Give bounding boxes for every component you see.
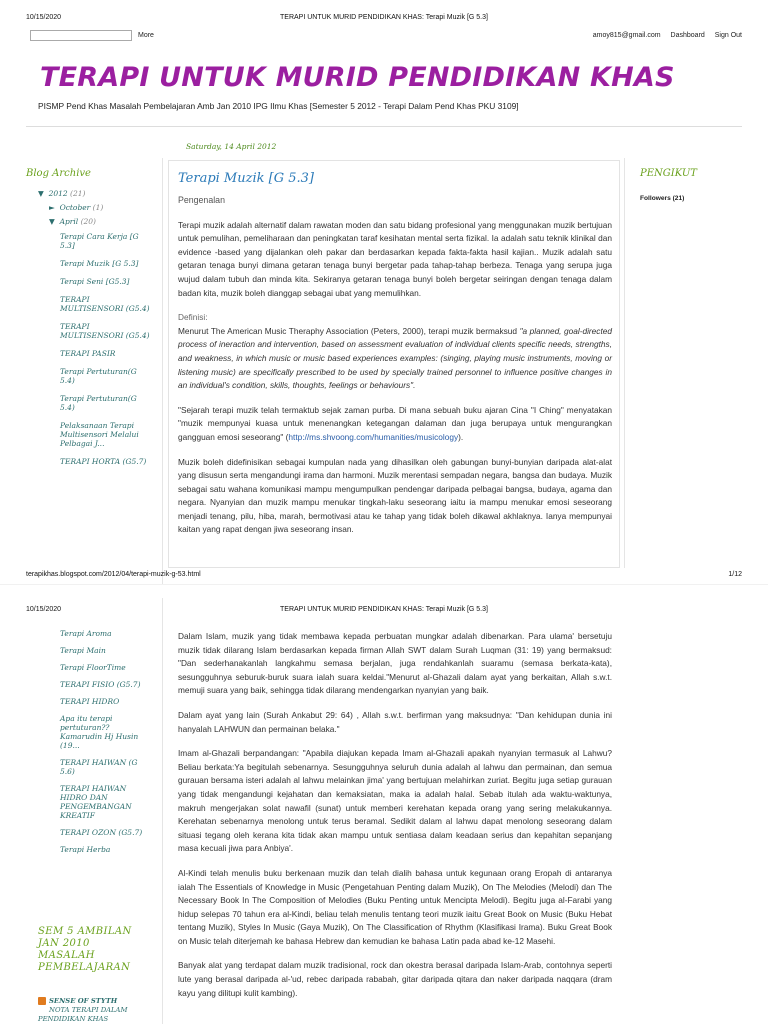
print-url: terapikhas.blogspot.com/2012/04/terapi-muzik-g-53.html xyxy=(26,571,201,578)
blog-archive-widget-continued xyxy=(26,629,150,862)
page-break xyxy=(0,584,768,598)
print-footer xyxy=(0,569,768,581)
archive-year-2012[interactable]: ▼ 2012 (21) xyxy=(38,189,86,198)
print-date: 10/15/2020 xyxy=(26,14,62,21)
right-sidebar-divider xyxy=(624,158,625,568)
blog-description: PISMP Pend Khas Masalah Pembelajaran Amb Jan 2010 IPG Ilmu Khas [Semester 5 2012 - Terapi Dalam Pend Khas PKU 3109] xyxy=(38,101,519,111)
navbar-email[interactable]: amoy815@gmail.com xyxy=(592,32,661,39)
archive-post-link[interactable]: Terapi Pertuturan(G 5.4) xyxy=(60,394,137,412)
archive-post-link[interactable]: Terapi FloorTime xyxy=(60,663,126,672)
post-paragraph: Terapi muzik adalah alternatif dalam rawatan moden dan satu bidang profesional yang menggunakan muzik bertujuan untuk pemulihan, pemeliharaan dan peningkatan taraf kesihatan mental serta fizikal. Ia adalah satu teknik klinikal dan evidence -based yang dijalankan oleh pakar dan berdasarkan kepada fakta-fakta hasil kajian.. Muzik adalah satu getaran tenaga bunyi dimana getaran tenaga bunyi bergetar pada tahap-tahap berbeza. Tenaga yang serupa juga wujud dalam tubuh dan minda kita. Sekiranya getaran tenaga bunyi boleh bergetar seiringan dengan tenaga dalam badan kita, muzik boleh dianggap sebagai ubat yang memulihkan. xyxy=(178,219,612,298)
definition-label: Definisi: xyxy=(178,312,208,323)
post-date: Saturday, 14 April 2012 xyxy=(186,142,277,151)
post-paragraph: Banyak alat yang terdapat dalam muzik tradisional, rock dan okestra berasal daripada Islam-Arab, contohnya seperti lute yang berasal daripada al-'ud, rebec daripada rababah, gitar daripada qitara dan naker daripada naqqara (dram kayu yang dilitupi kulit kambing). xyxy=(178,960,612,998)
archive-post-link[interactable]: TERAPI HIDRO xyxy=(60,697,120,706)
archive-post-link[interactable]: Pelaksanaan Terapi Multisensori Melalui Pelbagai J... xyxy=(60,421,139,448)
navbar-dashboard-link[interactable]: Dashboard xyxy=(670,32,705,39)
archive-post-link[interactable]: TERAPI FISIO (G5.7) xyxy=(60,680,141,689)
sem5-widget-title: SEM 5 AMBILAN JAN 2010 MASALAH PEMBELAJARAN xyxy=(38,926,132,973)
print-header xyxy=(0,602,768,618)
post-paragraph: Al-Kindi telah menulis buku berkenaan muzik dan telah dialih bahasa untuk kegunaan orang Eropah di antaranya ialah The Essentials of Knowledge in Music (Pengetahuan Penting dalam Muzik), On The Melodies (Melodi) dan The Necessary Book In The Composition of Melodies (Buku Penting untuk Mencipta Melodi). Begitu juga al-Farabi yang hidup selepas 70 tahun era al-Kindi, beliau telah menulis tentang teori muzik iaitu Great Book on Music (Buku Hebat tentang Muzik), Styles In Music (Gaya Muzik), On The Classification of Rhythm (Klasifikasi Irama). Buku Great Book on Music telah diterjemah ke bahasa Hebrew dan kemudian ke bahasa Latin pada abad ke-12 Masehi. xyxy=(178,867,612,946)
archive-post-link[interactable]: TERAPI HAIWAN (G 5.6) xyxy=(60,758,138,776)
header-divider xyxy=(26,126,742,127)
definition-paragraph: Menurut The American Music Theraphy Association (Peters, 2000), terapi muzik bermaksud "a planned, goal-directed process of ineraction and intervention, based on assessment evaluation of individual clients specific needs, strengths, and weakness, in which music or music based experiences examples: (singing, playing music instruments, moving or listening music) are specifically prescribed to be used by specially trained personnel to influence positive changes in an individual's condition, skills, thoughts, feelings or behaviours". xyxy=(178,325,612,391)
navbar-user-links xyxy=(585,32,742,39)
print-title: TERAPI UNTUK MURID PENDIDIKAN KHAS: Terapi Muzik [G 5.3] xyxy=(280,14,488,21)
navbar-search-input[interactable] xyxy=(30,30,132,41)
print-title: TERAPI UNTUK MURID PENDIDIKAN KHAS: Terapi Muzik [G 5.3] xyxy=(280,606,488,613)
blog-list-item[interactable]: SENSE OF STYTH NOTA TERAPI DALAM PENDIDIKAN KHAS xyxy=(38,997,128,1023)
blog-archive-title: Blog Archive xyxy=(26,168,91,179)
archive-post-link[interactable]: TERAPI PASIR xyxy=(60,349,116,358)
archive-post-link[interactable]: Terapi Herba xyxy=(60,845,111,854)
expand-down-icon[interactable]: ▼ xyxy=(38,189,44,198)
followers-count[interactable]: Followers (21) xyxy=(640,195,685,202)
post-title[interactable]: Terapi Muzik [G 5.3] xyxy=(178,171,314,186)
blogger-navbar xyxy=(28,30,742,44)
archive-post-link[interactable]: Terapi Main xyxy=(60,646,106,655)
blogger-icon xyxy=(38,997,46,1005)
archive-month-april[interactable]: ▼ April (20) xyxy=(49,217,96,226)
post-paragraph: Imam al-Ghazali berpandangan: "Apabila diajukan kepada Imam al-Ghazali apakah nyanyian termasuk al Lahwu? Beliau berkata:Ya begitulah sebenarnya. Sesungguhnya seluruh dunia adalah al lahwu dan permainan, dan semua gurauan bersama isteri adalah al lahwu melainkan jima' yang bertujuan melahirkan zuriat. Begitu juga setiap gurauan yang tidak mengandungi kejahatan dan kemaksiatan, maka ia adalah halal. Sebab itulah ada waktu-waktunya, makruh mengerjakan solat nawafil (sunat) untuk memberi kerehatan kepada orang yang sering melakukannya. Kerehatan sebenarnya menolong untuk terus beramal. Sedikit dalam al lahwu dapat menolong seseorang dalam situasi tegang oleh kerana kita tidak akan mampu untuk sentiasa dalam keadaan serius dan kepahitan sepanjang masa kecuali jiwa para Anbiya'. xyxy=(178,748,612,854)
blog-archive-widget xyxy=(26,168,150,475)
expand-right-icon[interactable]: ► xyxy=(49,203,55,212)
followers-title: PENGIKUT xyxy=(640,168,697,179)
archive-post-link[interactable]: Terapi Aroma xyxy=(60,629,112,638)
history-paragraph: "Sejarah terapi muzik telah termaktub sejak zaman purba. Di mana sebuah buku ajaran Cina "I Ching" menyatakan "muzik mempunyai kuasa untuk menenangkan ketegangan dalaman dan juga berupaya untuk mengurangkan gangguan emosi seseorang" (http://ms.shvoong.com/humanities/musicology). xyxy=(178,404,612,442)
archive-post-link[interactable]: TERAPI MULTISENSORI (G5.4) xyxy=(60,295,150,313)
archive-post-link[interactable]: Terapi Cara Kerja [G 5.3] xyxy=(60,232,139,250)
archive-post-link[interactable]: Terapi Muzik [G 5.3] xyxy=(60,259,139,268)
navbar-more-link[interactable]: More xyxy=(138,32,154,39)
print-page-number: 1/12 xyxy=(728,571,742,578)
archive-post-link[interactable]: Apa itu terapi pertuturan?? Kamarudin Hj Husin (19... xyxy=(60,714,139,750)
archive-post-link[interactable]: TERAPI HORTA (G5.7) xyxy=(60,457,147,466)
post-intro-heading: Pengenalan xyxy=(178,195,225,205)
post-paragraph: Dalam ayat yang lain (Surah Ankabut 29: 64) , Allah s.w.t. berfirman yang maksudnya: "Dan kehidupan dunia ini hanyalah LAHWUN dan permainan belaka." xyxy=(178,709,612,734)
archive-post-link[interactable]: TERAPI HAIWAN HIDRO DAN PENGEMBANGAN KREATIF xyxy=(60,784,132,820)
expand-down-icon[interactable]: ▼ xyxy=(49,217,55,226)
post-body-page2 xyxy=(178,630,612,1011)
archive-post-link[interactable]: TERAPI MULTISENSORI (G5.4) xyxy=(60,322,150,340)
navbar-signout-link[interactable]: Sign Out xyxy=(714,32,742,39)
archive-month-october[interactable]: ► October (1) xyxy=(49,203,104,212)
archive-post-link[interactable]: TERAPI OZON (G5.7) xyxy=(60,828,143,837)
post-paragraph: Muzik boleh didefinisikan sebagai kumpulan nada yang dihasilkan oleh gabungan bunyi-bunyian daripada alat-alat yang disusun serta mengandungi irama dan harmoni. Muzik merentasi sempadan negara, bangsa dan budaya. Muzik sebagai satu wahana komunikasi mampu mengumpulkan pendengar daripada pelbagai bangsa, budaya, agama dan negara. Nyanyian dan muzik mampu menukar tingkah-laku seseorang iaitu ia mampu menukar emosi seseorang menjadi tenang, pilu, hiba, marah, bermotivasi atau ke tahap yang tidak boleh dikawal akhlaknya. Ianya mempunyai kaitan yang rapat dengan jiwa seseorang insan. xyxy=(178,456,612,535)
blog-title[interactable]: TERAPI UNTUK MURID PENDIDIKAN KHAS xyxy=(40,62,675,93)
archive-post-link[interactable]: Terapi Seni [G5.3] xyxy=(60,277,130,286)
post-body-page1 xyxy=(178,194,612,548)
post-paragraph: Dalam Islam, muzik yang tidak membawa kepada perbuatan mungkar adalah dibenarkan. Para ulama' bersetuju muzik tidak dilarang Islam berdasarkan kepada firman Allah SWT dalam Surah Luqman (31: 19) yang bermaksud: "Dan sederhanakanlah langkahmu semasa berjalan, juga rendahkanlah suaramu (semasa berkata-kata), sesungguhnya seburuk-buruk suara ialah suara keldai."Menurut al-Ghazali dalam ayat yang berkaitan, Allah s.w.t. memuji suara yang baik, sehingga tidak dilarang mendengarkan nyanyian yang baik. xyxy=(178,631,612,696)
print-header xyxy=(0,10,768,26)
print-date: 10/15/2020 xyxy=(26,606,62,613)
followers-widget xyxy=(640,168,750,202)
source-link[interactable]: http://ms.shvoong.com/humanities/musicology xyxy=(288,431,459,442)
archive-post-link[interactable]: Terapi Pertuturan(G 5.4) xyxy=(60,367,137,385)
